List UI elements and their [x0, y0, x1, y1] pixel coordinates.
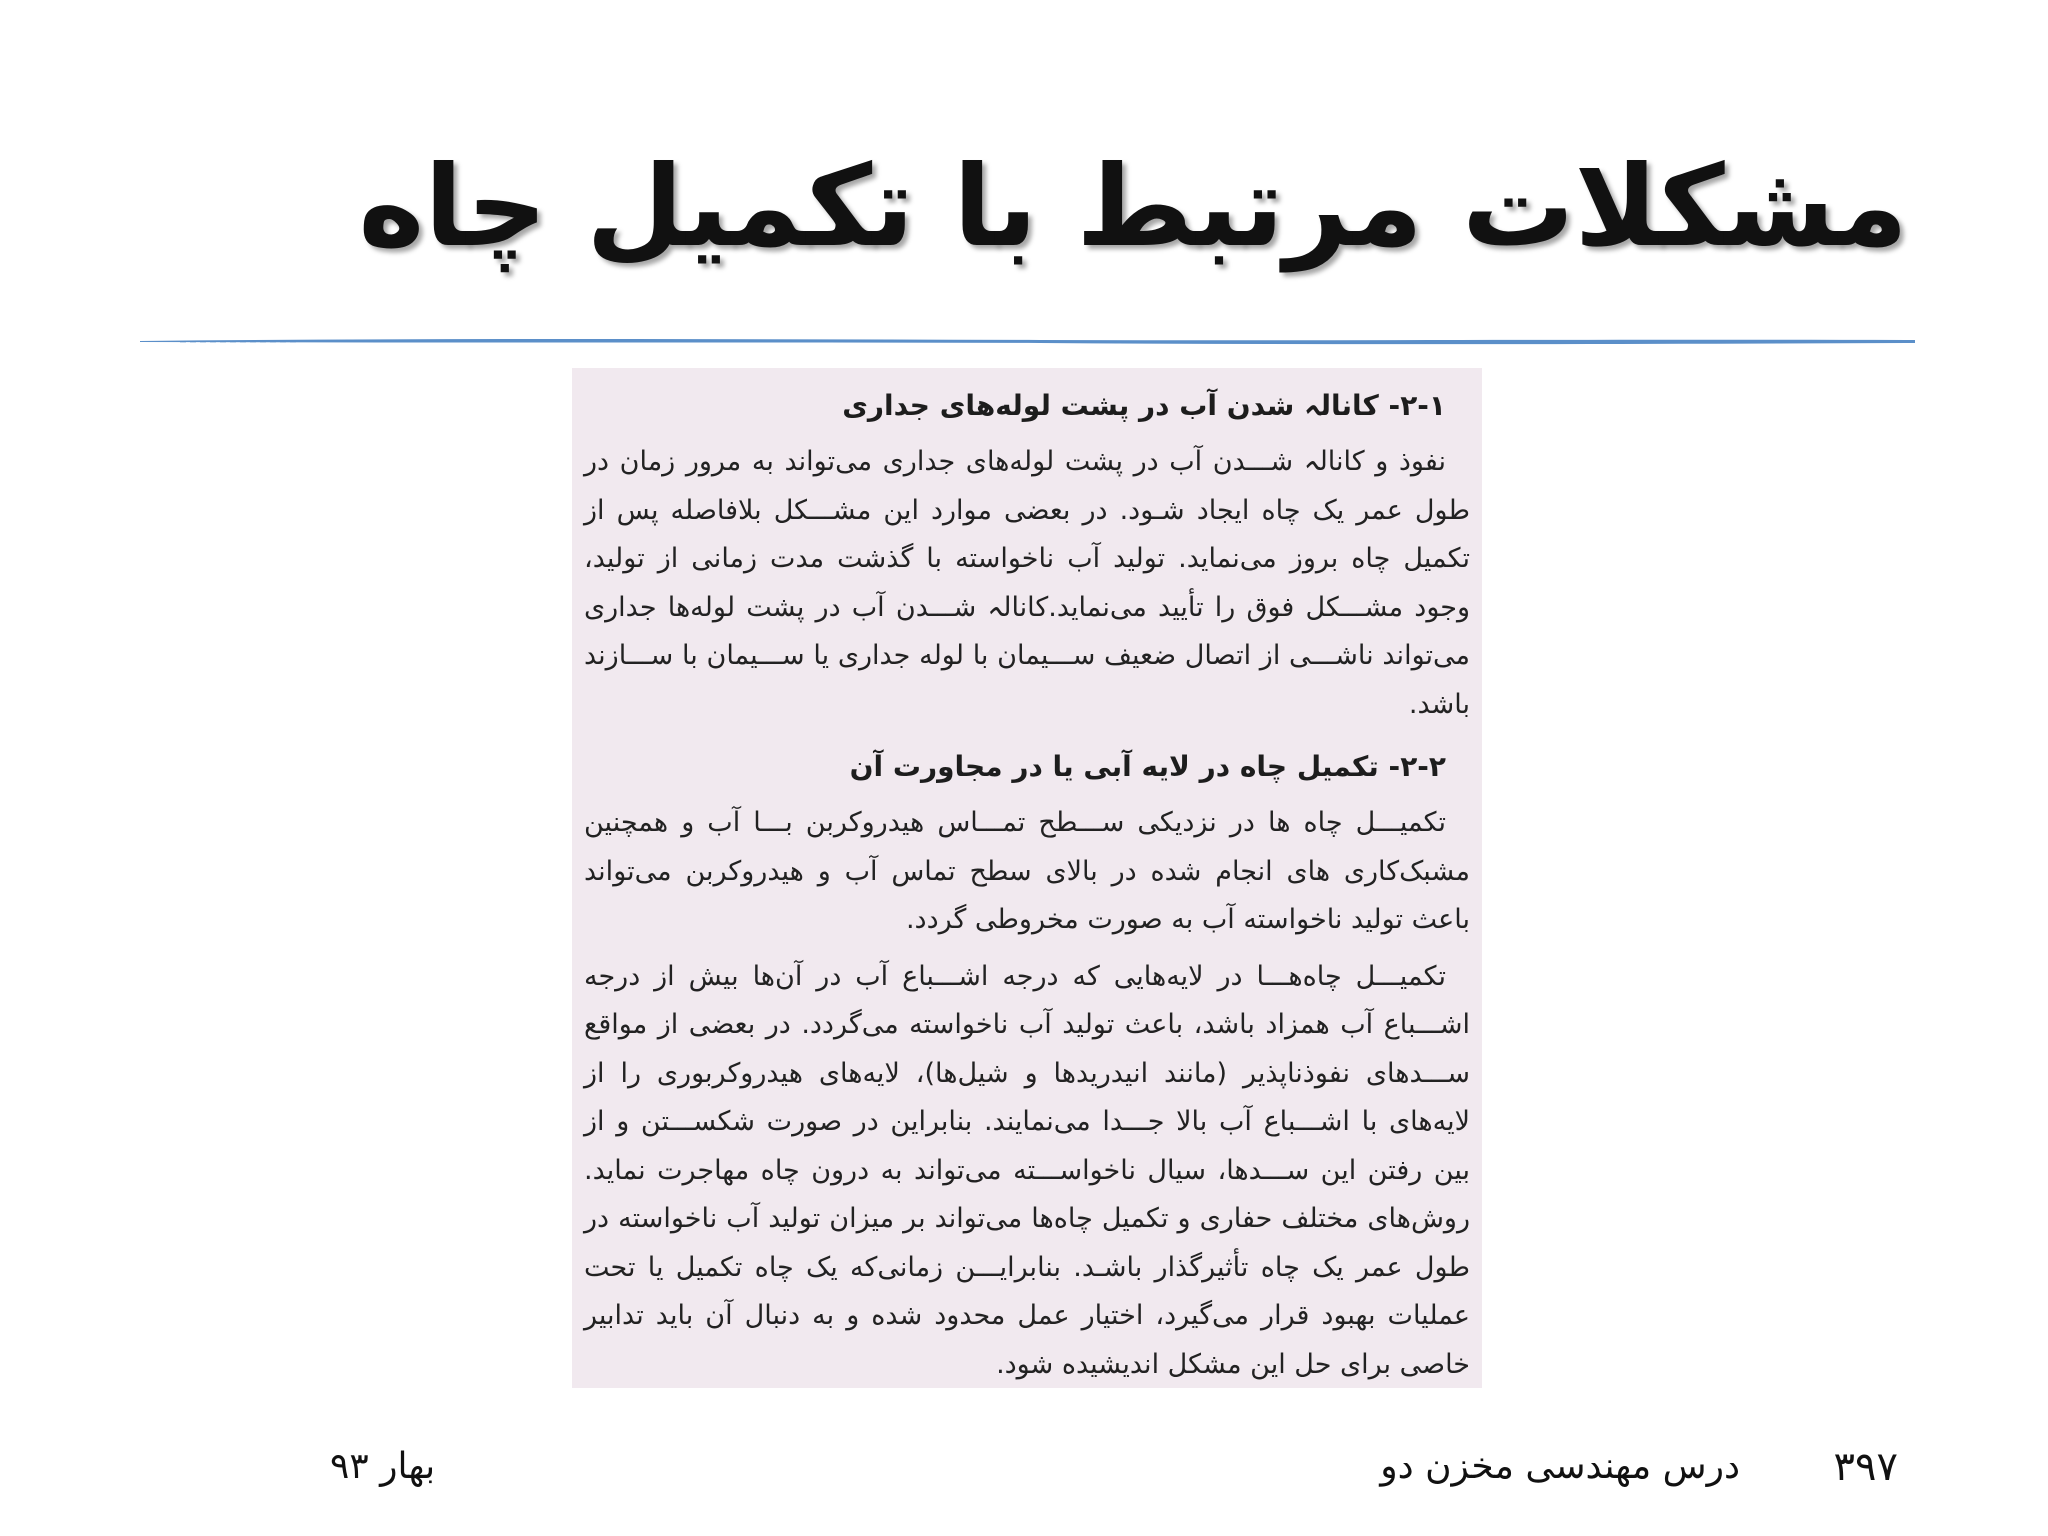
page-number: ۳۹۷: [1833, 1444, 1898, 1490]
text-excerpt-panel: [572, 368, 1482, 1388]
slide-title: مشکلات مرتبط با تکمیل چاه: [358, 142, 1908, 272]
section-heading-2: ۲-۲- تکمیل چاه در لایه آبی یا در مجاورت آن: [849, 750, 1446, 783]
course-name: درس مهندسی مخزن دو: [1380, 1446, 1740, 1487]
semester-label: بهار ۹۳: [330, 1446, 436, 1487]
section-paragraph-2b: تکمیـــل چاه‌هـــا در لایه‌هایی که درجه اشـــباع آب در آن‌ها بیش از درجه اشـــباع آب همزاد باشد، باعث تولید آب ناخواسته می‌گردد. در بعضی از مواقع ســـدهای نفوذناپذیر (مانند انیدریدها و شیل‌ها)، لایه‌های هیدروکربوری را از لایه‌های با اشـــباع آب بالا جـــدا می‌نمایند. بنابراین در صورت شکســـتن و از بین رفتن این ســـدها، سیال ناخواســـته می‌تواند به درون چاه مهاجرت نماید. روش‌های مختلف حفاری و تکمیل چاه‌ها می‌تواند بر میزان تولید آب ناخواسته در طول عمر یک چاه تأثیرگذار باشـد. بنابرایـــن زمانی‌که یک چاه تکمیل یا تحت عملیات بهبود قرار می‌گیرد، اختیار عمل محدود شده و به دنبال آن باید تدابیر خاصی برای حل این مشکل اندیشیده شود.: [584, 960, 1470, 1380]
section-heading-1: ۲-۱- کانالہ شدن آب در پشت لوله‌های جداری: [842, 389, 1446, 422]
section-paragraph-2a: تکمیـــل چاه ها در نزدیکی ســـطح تمـــاس هیدروکربن بـــا آب و همچنین مشبک‌کاری های انجام شده در بالای سطح تماس آب و هیدروکربن می‌تواند باعث تولید ناخواسته آب به صورت مخروطی گردد.: [584, 807, 1470, 935]
section-paragraph-1: نفوذ و کانالہ شـــدن آب در پشت لوله‌های جداری می‌تواند به مرور زمان در طول عمر یک چاه ایجاد شـود. در بعضی موارد این مشـــکل بلافاصله پس از تکمیل چاه بروز می‌نماید. تولید آب ناخواسته با گذشت مدت زمانی از تولید، وجود مشـــکل فوق را تأیید می‌نماید.کانالہ شـــدن آب در پشت لوله‌ها جداری می‌تواند ناشـــی از اتصال ضعیف ســـیمان با لوله جداری یا ســـیمان با ســـازند باشد.: [584, 446, 1470, 720]
title-divider-line: [140, 336, 1915, 346]
